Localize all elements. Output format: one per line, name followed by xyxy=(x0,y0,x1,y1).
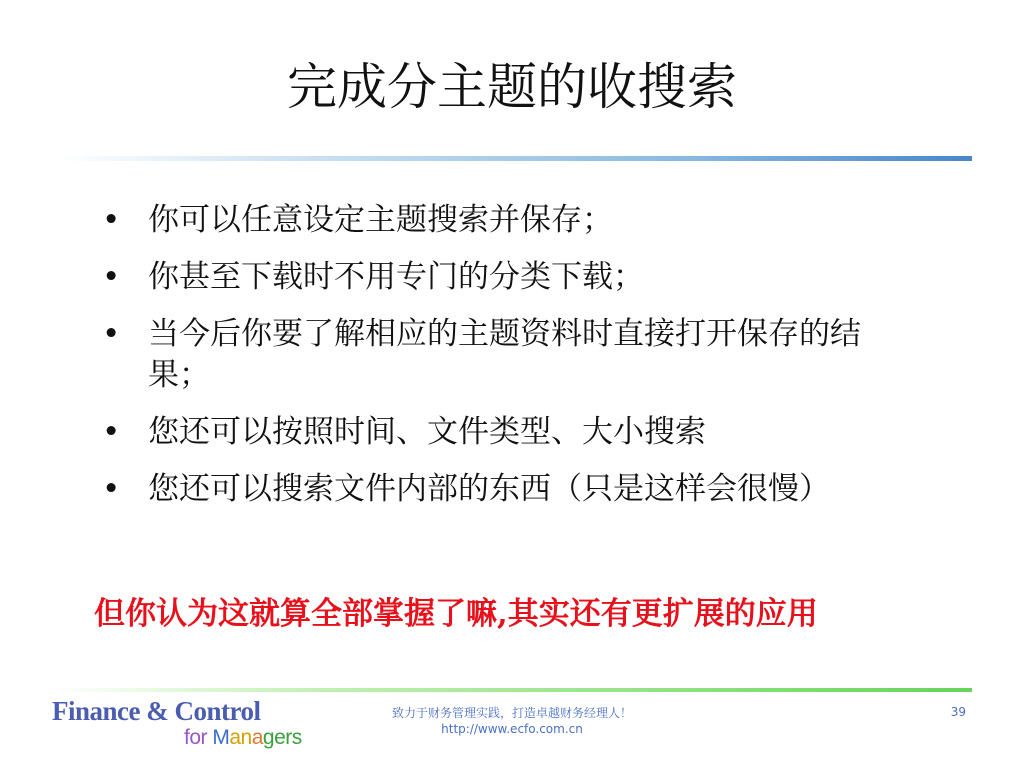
bullet-dot: • xyxy=(102,414,121,450)
bullet-dot: • xyxy=(102,471,121,507)
logo-sub-part: an xyxy=(229,726,252,749)
bullet-dot: • xyxy=(102,259,121,295)
bullet-item xyxy=(100,412,920,453)
bullet-dot: • xyxy=(102,316,121,352)
bullet-item xyxy=(100,469,920,510)
bullet-text: 当今后你要了解相应的主题资料时直接打开保存的结果； xyxy=(148,316,861,393)
logo-sub-part: gers xyxy=(262,726,302,749)
bullet-list xyxy=(100,200,920,526)
bullet-item xyxy=(100,200,920,241)
footer-url-link[interactable]: http://www.ecfo.com.cn xyxy=(441,722,583,736)
bullet-text: 您还可以按照时间、文件类型、大小搜索 xyxy=(148,414,706,450)
logo-sub-part: M xyxy=(212,726,230,749)
logo-sub-part: for xyxy=(184,726,213,749)
bullet-text: 你可以任意设定主题搜索并保存； xyxy=(148,202,613,238)
title-divider xyxy=(56,156,972,161)
bullet-dot: • xyxy=(102,202,121,238)
bullet-item xyxy=(100,314,920,396)
logo-sub-part: a xyxy=(251,726,263,749)
footer-tagline: 致力于财务管理实践，打造卓越财务经理人！ xyxy=(391,706,632,720)
logo-sub-text xyxy=(184,726,302,750)
bullet-item xyxy=(100,257,920,298)
page-number: 39 xyxy=(950,705,966,719)
highlight-note: 但你认为这就算全部掌握了嘛,其实还有更扩展的应用 xyxy=(94,596,818,632)
footer-info xyxy=(362,705,662,737)
company-logo xyxy=(52,696,312,760)
bullet-text: 您还可以搜索文件内部的东西（只是这样会很慢） xyxy=(148,471,830,507)
slide-title: 完成分主题的收搜索 xyxy=(287,58,737,116)
bullet-text: 你甚至下载时不用专门的分类下载； xyxy=(148,259,644,295)
logo-main-text: Finance & Control xyxy=(52,696,261,726)
footer-divider xyxy=(52,688,972,692)
